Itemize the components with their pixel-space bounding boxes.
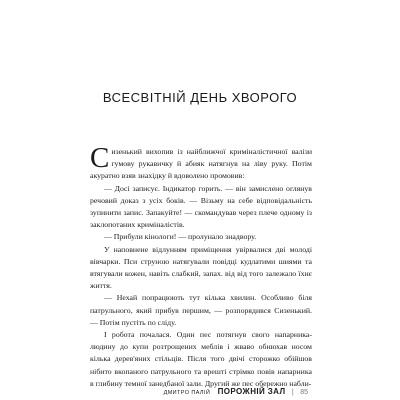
chapter-title: ВСЕСВІТНІЙ ДЕНЬ ХВОРОГО [102, 90, 298, 105]
page-number: 85 [300, 389, 308, 396]
page-footer [0, 381, 308, 399]
paragraph-2: — Досі записує. Індикатор горить. — він замислено оглянув речовий доказ з усіх боків. — Візьму на себе відповідальність зупинити запис. Запакуйте! — скомандував через плече одному із заклопотаних криміналістів. [90, 183, 312, 230]
footer-separator: | [291, 389, 294, 396]
footer-author: ДМИТРО ПАЛІЙ [163, 390, 211, 396]
footer-book-title: ПОРОЖНІЙ ЗАЛ [217, 387, 286, 396]
paragraph-5: — Нехай попрацюють тут кілька хвилин. Особливо біля патрульного, який прибув першим, — розпорядився Сизенький. — Потім пустіть по сліду. [90, 293, 312, 327]
paragraph-1 [90, 142, 312, 183]
paragraph-1-text: изенький вихопив із найближчої криміналістичної валізи гумову рукавичку й абияк натягнув на ліву руку. Потім акуратно взяв знахідку й вдоволено промовив: [90, 147, 312, 181]
drop-cap: С [90, 142, 110, 174]
paragraph-4: У наповнене відлунням приміщення увірвалися дві молоді вівчарки. Пси струною натягували повідці кудлатими шиями та втягували кожен, навіть слабкий, запах. від від того залежало їхнє життя. [90, 244, 312, 291]
paragraph-3: — Прибули кінологи! — пролунало знадвору. [104, 232, 257, 242]
chapter-body [90, 142, 312, 390]
paragraph-6: І робота почалася. Один пес потягнув свого напарника-людину до купи розтрощених меблів і жваво обнюхав носом кілька дерев'яних стільців. Після того двічі сторожко обійшов нібито вкопаного патрульного та врешті стрімко повів напарника в глибину темної занедбаної зали. Другий же пес обережно набли- [90, 330, 312, 388]
